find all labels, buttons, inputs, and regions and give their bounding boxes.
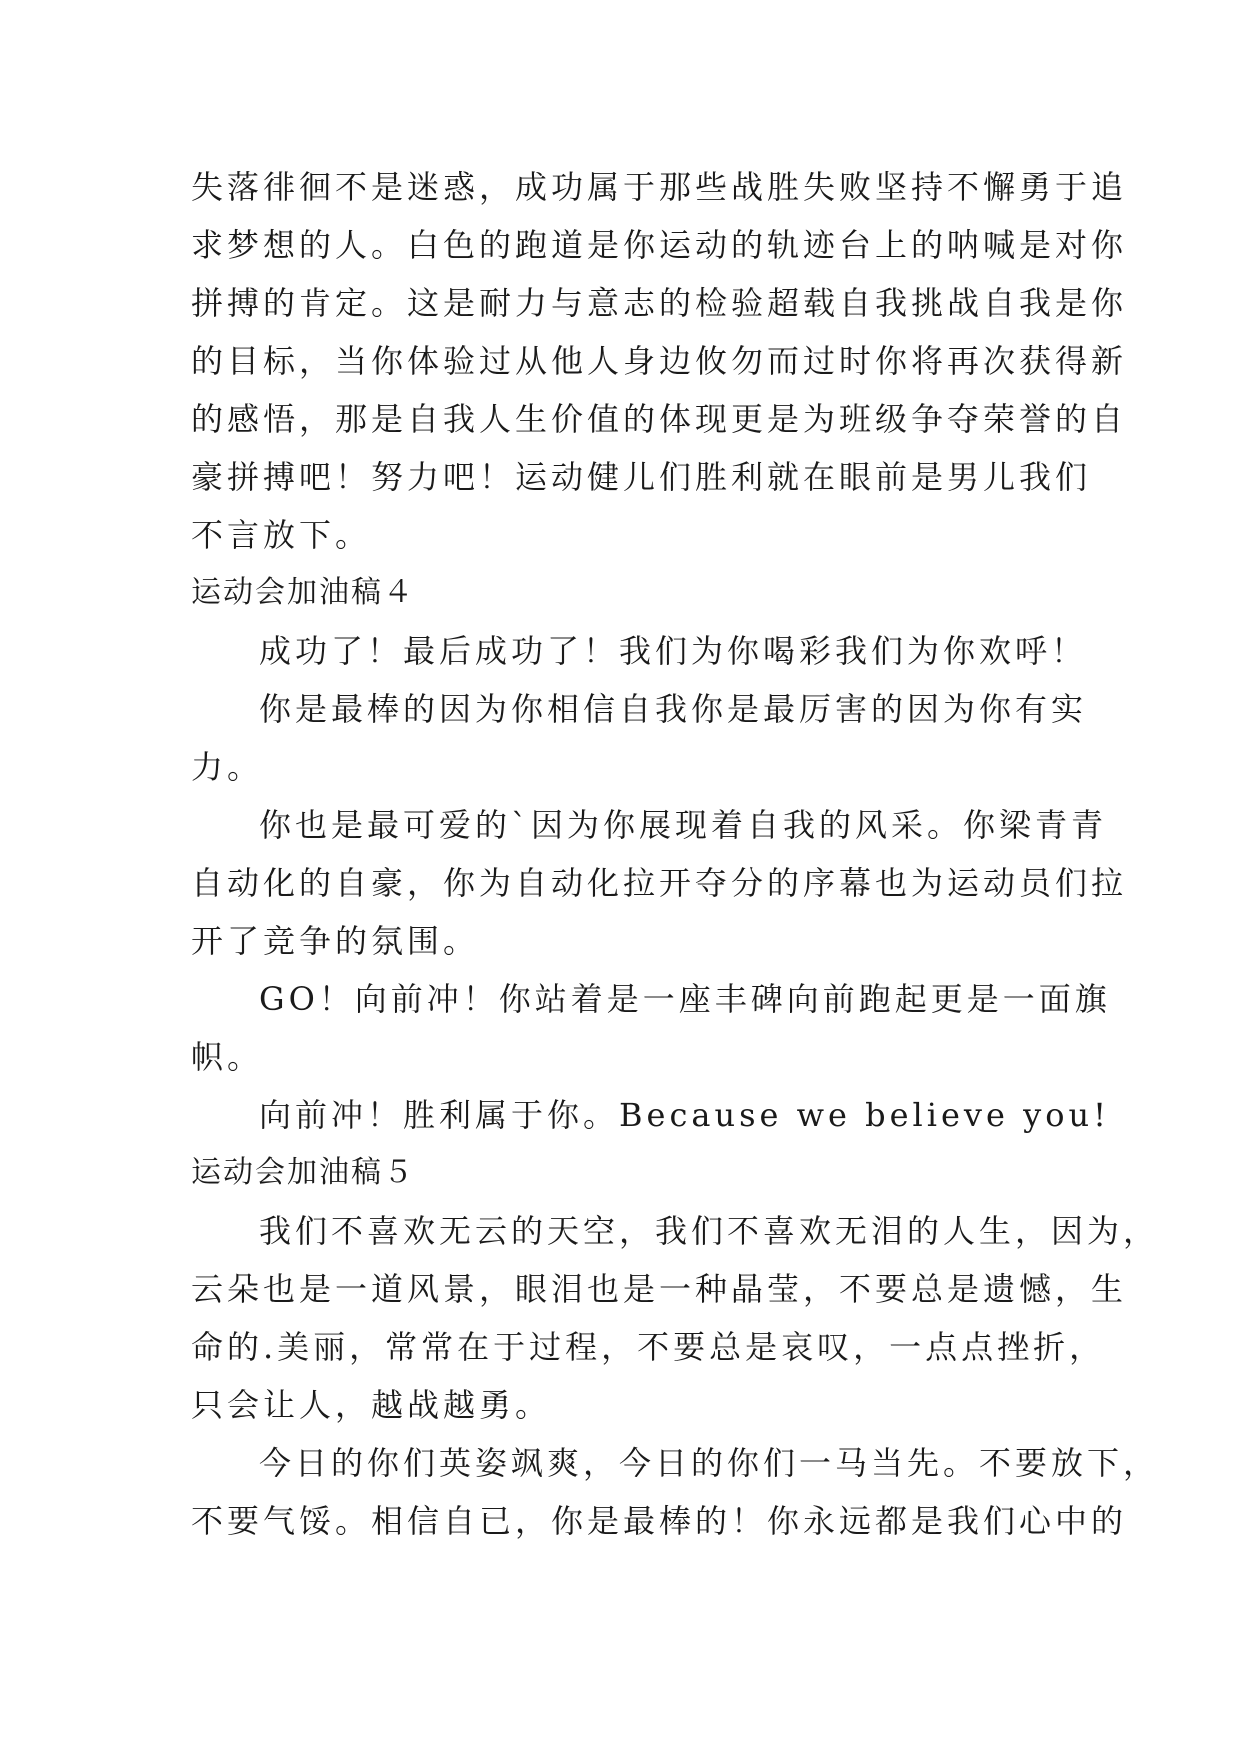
section-5-body xyxy=(191,1202,1160,1550)
text-line: 豪拼搏吧！努力吧！运动健儿们胜利就在眼前是男儿我们 xyxy=(191,458,1092,496)
document-page xyxy=(191,158,1160,1550)
text-line: 帜。 xyxy=(191,1038,264,1076)
text-line: 求梦想的人。白色的跑道是你运动的轨迹台上的呐喊是对你 xyxy=(191,226,1128,264)
text-line: 我们不喜欢无云的天空，我们不喜欢无泪的人生，因为， xyxy=(259,1212,1160,1250)
text-line: GO！向前冲！你站着是一座丰碑向前跑起更是一面旗 xyxy=(259,980,1111,1018)
text-line: 自动化的自豪，你为自动化拉开夺分的序幕也为运动员们拉 xyxy=(191,864,1128,902)
text-line: 的目标，当你体验过从他人身边攸勿而过时你将再次获得新 xyxy=(191,342,1128,380)
text-line: 向前冲！胜利属于你。Because we believe you! xyxy=(259,1096,1110,1134)
text-line: 你也是最可爱的`因为你展现着自我的风采。你梁青青 xyxy=(259,806,1108,844)
text-line: 只会让人，越战越勇。 xyxy=(191,1386,552,1424)
text-line: 你是最棒的因为你相信自我你是最厉害的因为你有实 xyxy=(259,690,1088,728)
paragraph-block-1 xyxy=(191,158,1128,564)
section-4-body xyxy=(191,622,1128,1144)
text-line: 云朵也是一道风景，眼泪也是一种晶莹，不要总是遗憾，生 xyxy=(191,1270,1128,1308)
section-heading-4: 运动会加油稿４ xyxy=(191,575,415,610)
text-line: 失落徘徊不是迷惑，成功属于那些战胜失败坚持不懈勇于追 xyxy=(191,168,1128,206)
text-line: 不言放下。 xyxy=(191,516,372,554)
text-line: 今日的你们英姿飒爽，今日的你们一马当先。不要放下， xyxy=(259,1444,1160,1482)
text-line: 开了竞争的氛围。 xyxy=(191,922,480,960)
text-line: 拼搏的肯定。这是耐力与意志的检验超载自我挑战自我是你 xyxy=(191,284,1128,322)
section-heading-5: 运动会加油稿５ xyxy=(191,1155,415,1190)
text-line: 命的.美丽，常常在于过程，不要总是哀叹，一点点挫折， xyxy=(191,1328,1106,1366)
text-line: 力。 xyxy=(191,748,264,786)
text-line: 的感悟，那是自我人生价值的体现更是为班级争夺荣誉的自 xyxy=(191,400,1128,438)
text-line: 不要气馁。相信自已，你是最棒的！你永远都是我们心中的 xyxy=(191,1502,1128,1540)
text-line: 成功了！最后成功了！我们为你喝彩我们为你欢呼！ xyxy=(259,632,1088,670)
